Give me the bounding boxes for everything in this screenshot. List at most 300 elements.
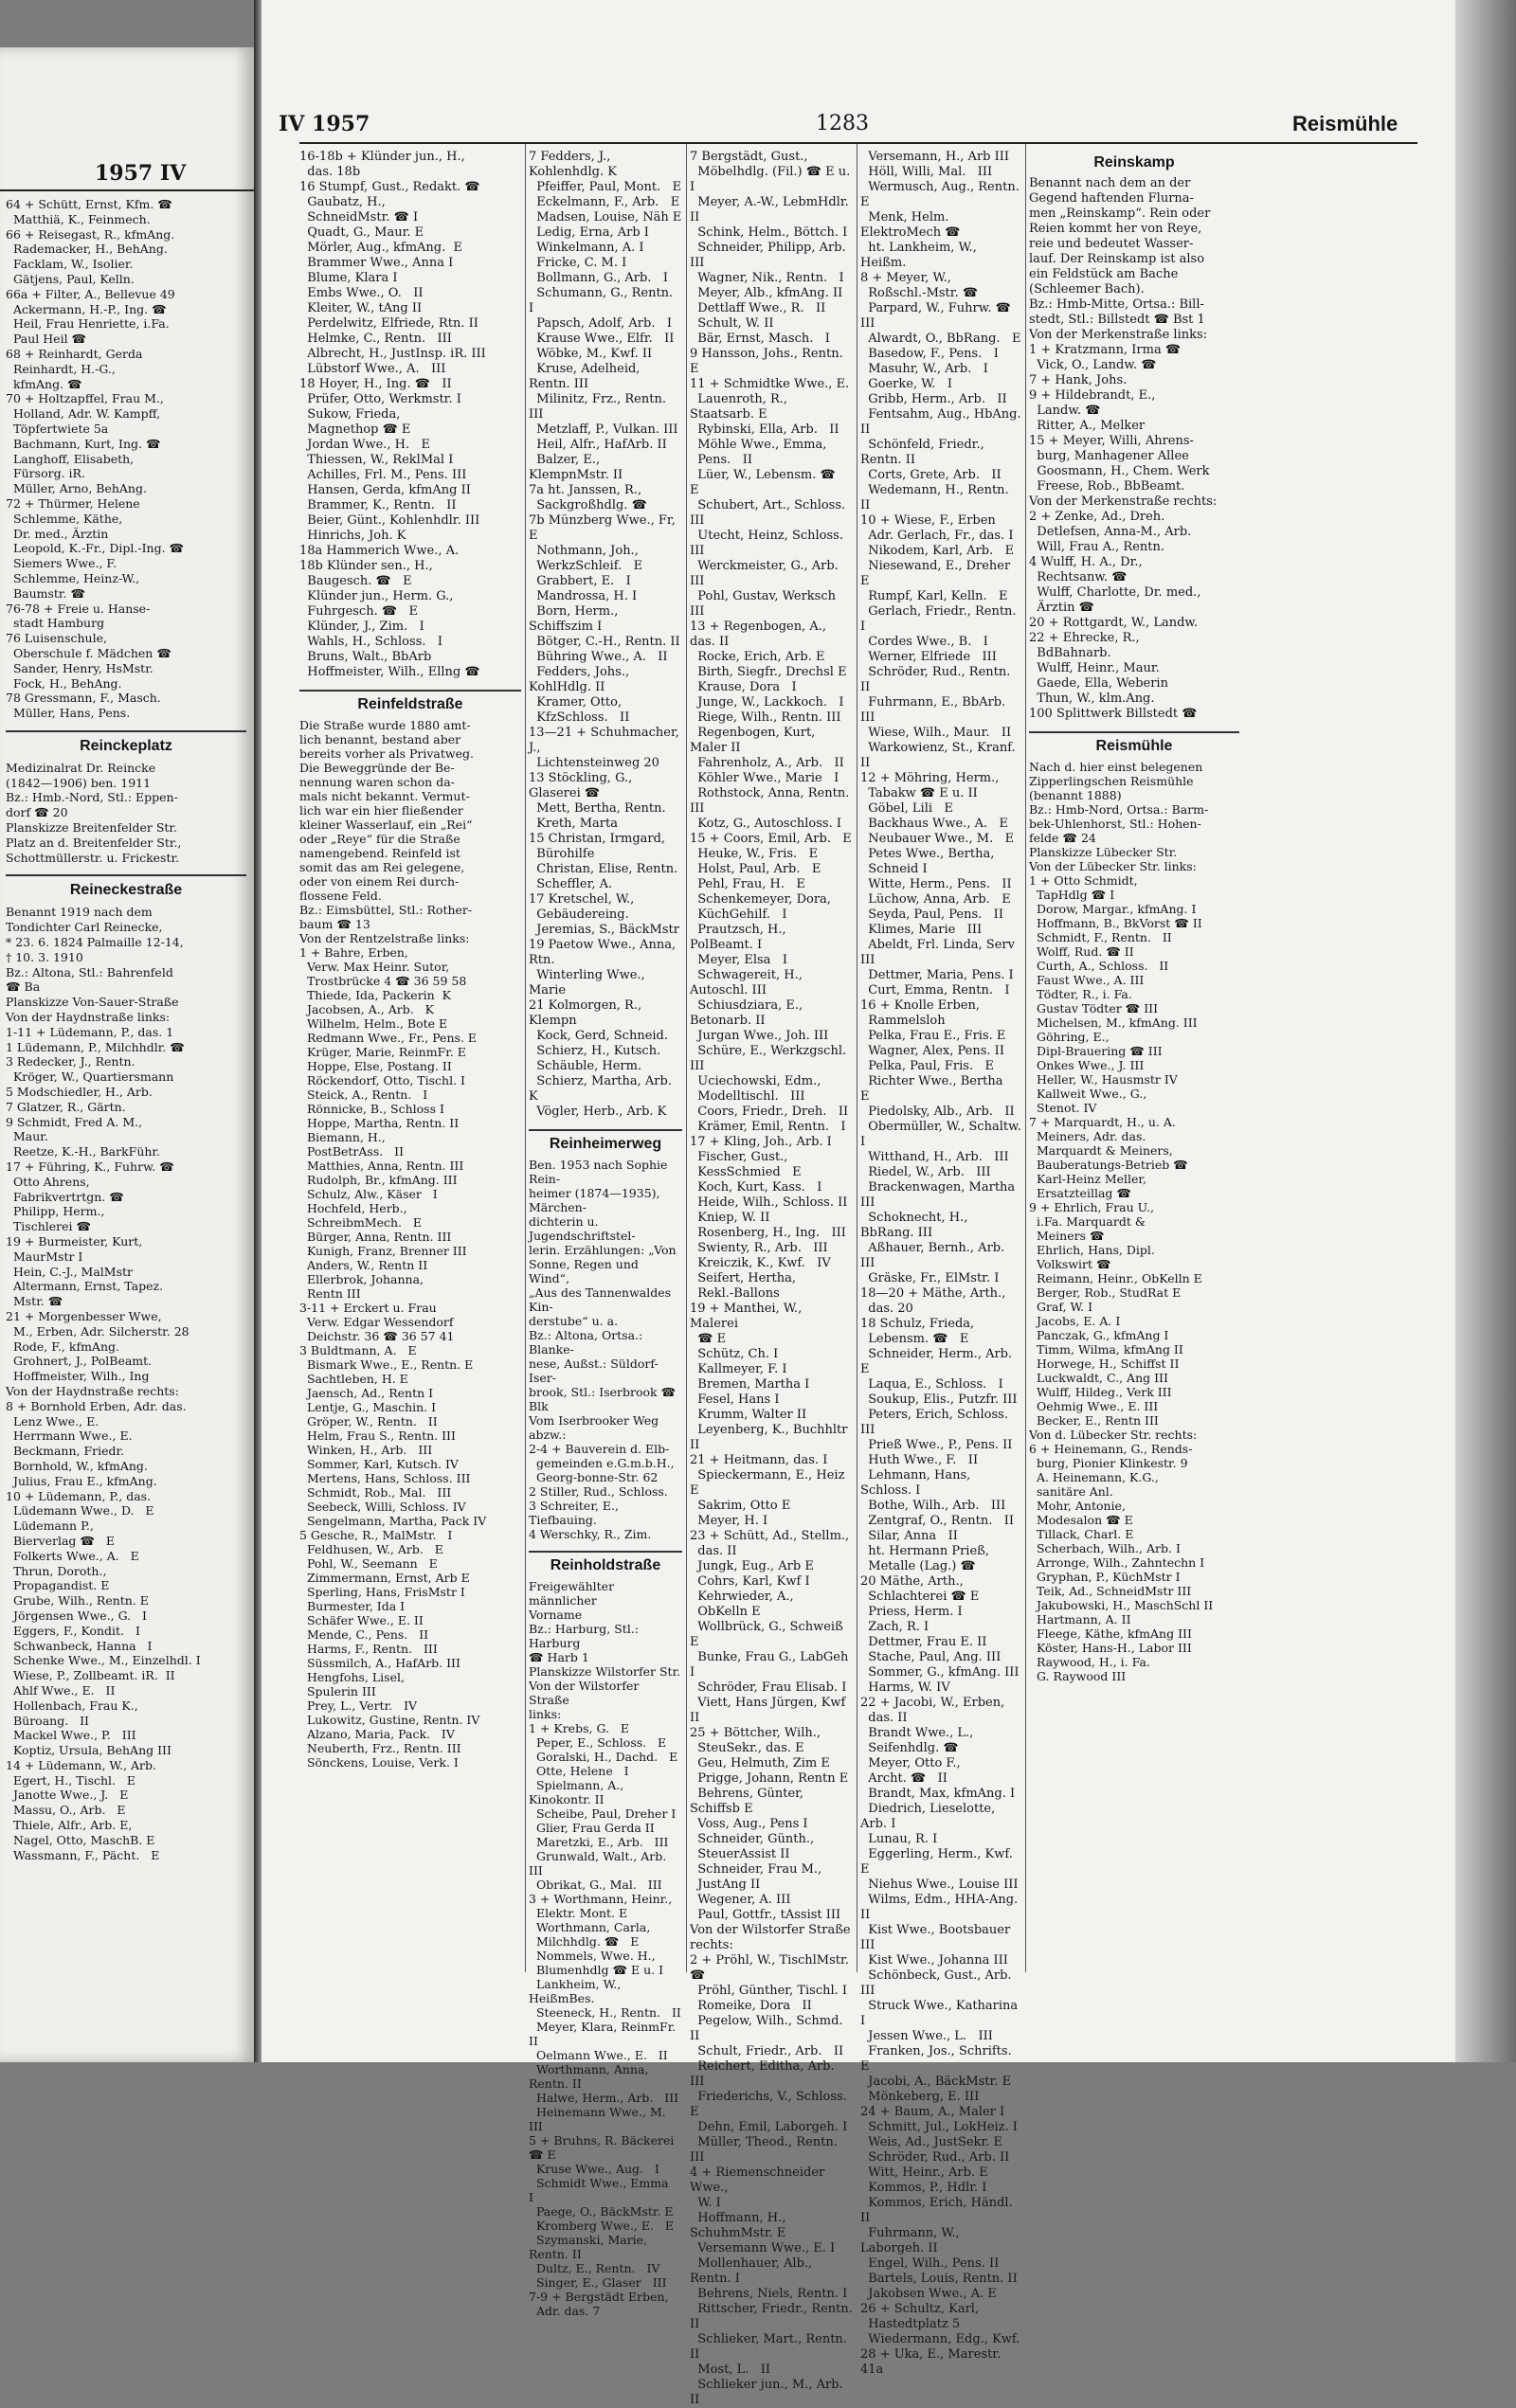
directory-entry: Krause Wwe., Elfr. II [529, 332, 675, 346]
directory-entry: Von der Haydnstraße rechts: [6, 1383, 179, 1398]
directory-entry: Pelka, Paul, Fris. E [860, 1059, 994, 1073]
directory-entry: MaurMstr I [6, 1249, 83, 1264]
page-number: 1283 [816, 112, 869, 135]
directory-entry: Schottmüllerstr. u. Frickestr. [6, 850, 180, 865]
directory-entry: Redmann Wwe., Fr., Pens. E [299, 1031, 477, 1045]
directory-entry: Birth, Siegfr., Drechsl E [690, 665, 847, 679]
directory-entry: 66 + Reisegast, R., kfmAng. [6, 226, 175, 242]
directory-entry: Schubert, Art., Schloss. III [690, 498, 850, 528]
directory-entry: Engel, Wilh., Pens. II [860, 2256, 1000, 2271]
directory-entry: Lankheim, W., HeißmBes. [529, 1977, 625, 2005]
directory-entry: burg, Manhagener Allee [1029, 449, 1189, 463]
directory-entry: Prieß Wwe., P., Pens. II [860, 1438, 1013, 1452]
header-rule [0, 189, 254, 191]
directory-entry: Warkowienz, St., Kranf. II [860, 741, 1020, 770]
directory-entry: Klünder, J., Zim. I [299, 620, 424, 634]
directory-entry: Oelmann Wwe., E. II [529, 2048, 668, 2062]
directory-entry: Kleiter, W., tAng II [299, 301, 423, 315]
directory-entry: das. II [860, 1711, 908, 1725]
directory-entry: Soukup, Elis., Putzfr. III [860, 1393, 1018, 1407]
directory-entry: Hochfeld, Herb., [299, 1201, 407, 1215]
directory-entry: rechts: [690, 1938, 733, 1952]
directory-entry: Alzano, Maria, Pack. IV [299, 1727, 455, 1741]
directory-entry: Die Straße wurde 1880 amt- [299, 718, 471, 732]
directory-entry: Baumstr. ☎ [6, 585, 86, 601]
directory-entry: 68 + Reinhardt, Gerda [6, 346, 143, 361]
directory-entry: Meiners ☎ [1029, 1229, 1105, 1243]
directory-column-3 [690, 150, 857, 2407]
directory-entry: Gaubatz, H., [299, 195, 386, 209]
directory-entry: Peters, Erich, Schloss. III [860, 1408, 1013, 1437]
directory-entry: Kröger, W., Quartiersmann [6, 1069, 174, 1085]
directory-entry: Rosenberg, H., Ing. III [690, 1226, 846, 1240]
directory-entry: Roßschl.-Mstr. ☎ [860, 286, 979, 300]
directory-entry: Rumpf, Karl, Kelln. E [860, 589, 1008, 603]
directory-entry: 5 Modschiedler, H., Arb. [6, 1085, 153, 1100]
directory-entry: Achilles, Frl. M., Pens. III [299, 468, 467, 482]
directory-entry: Benannt 1919 nach dem [6, 905, 153, 920]
directory-entry: Rekl.-Ballons [690, 1286, 780, 1301]
directory-entry: Göhring, E., [1029, 1030, 1110, 1044]
directory-entry: Trostbrücke 4 ☎ 36 59 58 [299, 974, 467, 988]
directory-entry: Sonne, Regen und Wind“, [529, 1257, 642, 1285]
directory-entry: Witthand, H., Arb. III [860, 1150, 1009, 1164]
directory-entry: Schneider, Philipp, Arb. III [690, 241, 850, 270]
directory-entry: Jessen Wwe., L. III [860, 2029, 993, 2043]
directory-entry: Von der Lübecker Str. links: [1029, 859, 1197, 873]
directory-entry: heimer (1874—1935), Märchen- [529, 1186, 664, 1214]
directory-entry: Struck Wwe., Katharina I [860, 1999, 1022, 2028]
directory-entry: Sachtleben, H. E [299, 1372, 408, 1386]
directory-entry: Marquardt & Meiners, [1029, 1143, 1173, 1158]
directory-entry: Tillack, Charl. E [1029, 1527, 1134, 1541]
directory-entry: Pehl, Frau, H. E [690, 877, 805, 891]
directory-entry: Scheffler, A. [529, 877, 613, 891]
directory-entry: 7 Glatzer, R., Gärtn. [6, 1099, 126, 1114]
directory-entry: Schult, W. II [690, 316, 774, 331]
directory-entry: Bürger, Anna, Rentn. III [299, 1230, 452, 1244]
directory-entry: Lichtensteinweg 20 [529, 756, 659, 770]
column-divider [525, 144, 526, 1972]
directory-entry: Rönnicke, B., Schloss I [299, 1102, 444, 1116]
directory-entry: 17 Kretschel, W., [529, 892, 635, 907]
directory-entry: Lentje, G., Maschin. I [299, 1400, 437, 1414]
directory-entry: Gaede, Ella, Weberin [1029, 676, 1168, 691]
directory-entry: 15 + Coors, Emil, Arb. E [690, 832, 852, 846]
directory-entry: ht. Hermann Prieß, [860, 1544, 989, 1558]
directory-entry: Hoffmann, H., SchuhmMstr. E [690, 2211, 790, 2240]
directory-entry: Obrikat, G., Mal. III [529, 1878, 662, 1892]
directory-entry: 3 + Worthmann, Heinr., [529, 1892, 673, 1906]
directory-entry: 12 + Möhring, Herm., [860, 771, 1000, 785]
directory-entry: Thun, W., klm.Ang. [1029, 692, 1155, 706]
directory-entry: Dettlaff Wwe., R. II [690, 301, 826, 315]
directory-entry: Schäfer Wwe., E. II [299, 1613, 424, 1627]
directory-entry: Swienty, R., Arb. III [690, 1241, 828, 1255]
directory-entry: Kist Wwe., Bootsbauer III [860, 1923, 1015, 1952]
directory-entry: Witt, Heinr., Arb. E [860, 2165, 988, 2180]
directory-entry: Süssmilch, A., HafArb. III [299, 1656, 460, 1670]
directory-entry: Wedemann, H., Rentn. II [860, 483, 1021, 512]
directory-entry: 2 + Zenke, Ad., Dreh. [1029, 510, 1165, 524]
section-title-reinfeldstrasse: Reinfeldstraße [299, 690, 521, 712]
directory-entry: Harms, F., Rentn. III [299, 1642, 438, 1656]
directory-entry: baum ☎ 13 [299, 917, 370, 931]
directory-entry: 5 Gesche, R., MalMstr. I [299, 1528, 453, 1542]
directory-entry: Reetze, K.-H., BarkFühr. [6, 1144, 161, 1159]
directory-entry: Schulz, Alw., Käser I [299, 1187, 438, 1201]
directory-entry: Geu, Helmuth, Zim E [690, 1756, 830, 1770]
directory-entry: * 23. 6. 1824 Palmaille 12-14, [6, 935, 184, 950]
directory-entry: Krämer, Emil, Rentn. I [690, 1120, 846, 1134]
directory-entry: Freese, Rob., BbBeamt. [1029, 479, 1185, 494]
directory-entry: Fuhrmann, W., Laborgeh. II [860, 2226, 964, 2255]
directory-entry: Romeike, Dora II [690, 1999, 812, 2013]
directory-entry: Lukowitz, Gustine, Rentn. IV [299, 1713, 480, 1727]
directory-entry: Priess, Herm. I [860, 1605, 963, 1619]
directory-entry: Wolff, Rud. ☎ II [1029, 944, 1134, 959]
directory-entry: Dultz, E., Rentn. IV [529, 2261, 660, 2275]
directory-entry: Coors, Friedr., Dreh. II [690, 1105, 849, 1119]
directory-entry: 21 + Morgenbesser Wwe, [6, 1308, 162, 1323]
directory-entry: Schneider, Günth., [690, 1832, 815, 1846]
directory-entry: Obermüller, W., Schaltw. I [860, 1120, 1025, 1149]
directory-entry: Brandt Wwe., L., [860, 1726, 974, 1740]
directory-entry: Detlefsen, Anna-M., Arb. [1029, 525, 1192, 539]
directory-entry: stedt, Stl.: Billstedt ☎ Bst 1 [1029, 313, 1205, 327]
directory-entry: flossene Feld. [299, 889, 382, 903]
directory-entry: Dr. med., Ärztin [6, 526, 109, 541]
directory-entry: Von der Rentzelstraße links: [299, 931, 470, 945]
directory-entry: men „Reinskamp“. Rein oder [1029, 207, 1211, 221]
directory-entry: Sengelmann, Martha, Pack IV [299, 1514, 487, 1528]
directory-entry: Stache, Paul, Ang. III [860, 1650, 1002, 1664]
directory-entry: 7a ht. Janssen, R., [529, 483, 642, 497]
directory-entry: Steeneck, H., Rentn. II [529, 2005, 681, 2020]
directory-entry: 72 + Thürmer, Helene [6, 495, 140, 511]
directory-entry: 8 + Bornhold Erben, Adr. das. [6, 1398, 187, 1413]
directory-entry: Müller, Arno, BehAng. [6, 481, 147, 496]
directory-entry: Folkerts Wwe., A. E [6, 1548, 139, 1563]
directory-entry: Schierz, H., Kutsch. [529, 1044, 661, 1058]
directory-entry: namengebend. Reinfeld ist [299, 846, 460, 860]
directory-entry: Schmidt, Rob., Mal. III [299, 1485, 452, 1500]
directory-entry: Schlachterei ☎ E [860, 1590, 980, 1604]
directory-entry: Archt. ☎ II [860, 1771, 948, 1786]
directory-entry: Die Beweggründe der Be- [299, 761, 455, 775]
directory-entry: Heil, Alfr., HafArb. II [529, 438, 667, 452]
directory-entry: Möbelhdlg. (Fil.) ☎ E u. I [690, 165, 855, 194]
directory-entry: Bismark Wwe., E., Rentn. E [299, 1357, 474, 1372]
section-body [529, 1158, 682, 1541]
directory-entry: Blume, Klara I [299, 271, 398, 285]
directory-entry: ☎ E [690, 1332, 727, 1346]
directory-entry: Planskizze Lübecker Str. [1029, 845, 1178, 859]
directory-entry: Schumann, G., Rentn. I [529, 286, 685, 315]
directory-entry: Bachmann, Kurt, Ing. ☎ [6, 436, 161, 451]
directory-entry: Heinemann Wwe., M. III [529, 2105, 670, 2133]
directory-entry: 25 + Böttcher, Wilh., [690, 1726, 821, 1740]
directory-entry: Schlieker jun., M., Arb. II [690, 2378, 847, 2407]
directory-entry: SchreibmMech. E [299, 1215, 423, 1230]
entry-list [1029, 176, 1239, 722]
directory-entry: Christan, Elise, Rentn. [529, 862, 678, 876]
directory-entry: Schiusdziara, E., Betonarb. II [690, 998, 807, 1028]
directory-entry: Wiedermann, Edg., Kwf. [860, 2332, 1020, 2346]
directory-entry: Reinhardt, H.-G., [6, 361, 116, 376]
directory-entry: 10 + Wiese, F., Erben [860, 513, 996, 528]
directory-entry: Lübstorf Wwe., A. III [299, 362, 446, 376]
directory-entry: Mertens, Hans, Schloss. III [299, 1471, 471, 1485]
directory-entry: Bz.: Hmb-Mitte, Ortsa.: Bill- [1029, 297, 1204, 312]
directory-entry: Petes Wwe., Bertha, [860, 847, 995, 861]
directory-entry: Kunigh, Franz, Brenner III [299, 1244, 467, 1258]
directory-entry: 2-4 + Bauverein d. Elb- [529, 1442, 670, 1456]
directory-entry: Backhaus Wwe., A. E [860, 817, 1009, 831]
directory-entry: Bruns, Walt., BbArb [299, 650, 432, 664]
directory-entry: Meyer, Otto F., [860, 1756, 961, 1770]
directory-entry: Maur. [6, 1129, 48, 1144]
directory-entry: Winterling Wwe., Marie [529, 968, 649, 997]
directory-entry: Schenke Wwe., M., Einzelhdl. I [6, 1653, 201, 1668]
directory-entry: Bunke, Frau G., LabGeh I [690, 1650, 853, 1680]
directory-entry: Horwege, H., Schiffst II [1029, 1357, 1180, 1371]
directory-entry: Kreth, Marta [529, 817, 618, 831]
directory-entry: Verw. Edgar Wessendorf [299, 1315, 454, 1329]
directory-entry: Müller, Theod., Rentn. III [690, 2135, 842, 2165]
directory-entry: Mandrossa, H. I [529, 589, 638, 603]
directory-entry: Goerke, W. I [860, 377, 952, 391]
directory-entry: Hoffmeister, Wilh., Ellng ☎ [299, 665, 480, 679]
directory-entry: Schoknecht, H., BbRang. III [860, 1211, 972, 1240]
directory-entry: Neubauer Wwe., M. E [860, 832, 1015, 846]
directory-entry: Meyer, Elsa I [690, 953, 787, 967]
directory-entry: Gustav Tödter ☎ III [1029, 1001, 1159, 1015]
directory-entry: Halwe, Herm., Arb. III [529, 2091, 679, 2105]
directory-entry: Niehus Wwe., Louise III [860, 1878, 1019, 1892]
directory-entry: Worthmann, Carla, [529, 1920, 651, 1934]
directory-entry: Fesel, Hans I [690, 1393, 780, 1407]
directory-entry: Meyer, H. I [690, 1514, 768, 1528]
directory-entry: 13—21 + Schuhmacher, J., [529, 726, 684, 755]
directory-entry: Hoffmeister, Wilh., Ing [6, 1369, 150, 1384]
directory-entry: Rechtsanw. ☎ [1029, 570, 1128, 584]
directory-entry: Ackermann, H.-P., Ing. ☎ [6, 301, 167, 316]
directory-entry: Singer, E., Glaser III [529, 2275, 667, 2290]
directory-entry: 17 + Kling, Joh., Arb. I [690, 1135, 832, 1149]
directory-entry: kfmAng. ☎ [6, 376, 82, 391]
directory-entry: Volkswirt ☎ [1029, 1257, 1111, 1271]
directory-entry: Kotz, G., Autoschloss. I [690, 817, 841, 831]
directory-entry: Schink, Helm., Böttch. I [690, 225, 848, 240]
directory-entry: Spulerin III [299, 1684, 376, 1698]
directory-entry: Maretzki, E., Arb. III [529, 1835, 669, 1849]
directory-entry: Jurgan Wwe., Joh. III [690, 1029, 829, 1043]
directory-entry: Worthmann, Anna, Rentn. II [529, 2062, 653, 2091]
directory-entry: Heller, W., Hausmstr IV [1029, 1072, 1178, 1087]
directory-entry: stadt Hamburg [6, 616, 105, 631]
directory-entry: Janotte Wwe., J. E [6, 1788, 129, 1803]
directory-entry: Scherbach, Wilh., Arb. I [1029, 1541, 1181, 1555]
directory-entry: Werckmeister, G., Arb. III [690, 559, 842, 588]
directory-entry: Curt, Emma, Rentn. I [860, 983, 1010, 997]
directory-entry: Huth Wwe., F. II [860, 1453, 979, 1467]
directory-entry: Schröder, Rud., Rentn. II [860, 665, 1015, 694]
directory-entry: 9 + Ehrlich, Frau U., [1029, 1200, 1154, 1214]
directory-entry: 76-78 + Freie u. Hanse- [6, 601, 151, 616]
directory-entry: ☎ Harb 1 [529, 1650, 589, 1664]
directory-entry: Koch, Kurt, Kass. I [690, 1180, 822, 1195]
directory-entry: Friederichs, V., Schloss. E [690, 2090, 851, 2119]
directory-entry: Schüre, E., Werkzgschl. III [690, 1044, 851, 1073]
directory-entry: Panczak, G., kfmAng I [1029, 1328, 1169, 1342]
directory-entry: 4 + Riemenschneider Wwe., [690, 2165, 829, 2195]
directory-entry: Burmester, Ida I [299, 1599, 406, 1613]
directory-entry: Bz.: Altona, Ortsa.: Blanke- [529, 1328, 647, 1357]
directory-entry: lauf. Der Reinskamp ist also [1029, 252, 1205, 266]
directory-entry: Perdelwitz, Elfriede, Rtn. II [299, 316, 478, 331]
directory-entry: 11 + Schmidtke Wwe., E. [690, 377, 850, 391]
directory-entry: lich benannt, bestand aber [299, 732, 461, 746]
directory-entry: Prüfer, Otto, Werkmstr. I [299, 392, 461, 406]
directory-entry: oder „Reye“ für die Straße [299, 832, 460, 846]
directory-entry: Bürohilfe [529, 847, 595, 861]
directory-entry: Grohnert, J., PolBeamt. [6, 1354, 153, 1369]
directory-entry: Wermusch, Aug., Rentn. E [860, 180, 1023, 209]
directory-entry: Rentn III [299, 1286, 361, 1301]
directory-entry: Alwardt, O., BbRang. E [860, 332, 1021, 346]
directory-entry: 22 + Ehrecke, R., [1029, 631, 1140, 645]
directory-entry: Jordan Wwe., H. E [299, 438, 431, 452]
directory-entry: 16 Stumpf, Gust., Redakt. ☎ [299, 180, 480, 194]
directory-entry: Fricke, C. M. I [529, 256, 627, 270]
column-divider [1025, 144, 1026, 1972]
directory-entry: 13 Stöckling, G., Glaserei ☎ [529, 771, 637, 800]
directory-entry: Höll, Willi, Mal. III [860, 165, 993, 179]
directory-entry: Fahrenholz, A., Arb. II [690, 756, 844, 770]
directory-entry: Balzer, E., KlempnMstr. II [529, 453, 623, 482]
directory-entry: Pröhl, Günther, Tischl. I [690, 1984, 848, 1998]
directory-entry: Schmidt, F., Rentn. II [1029, 930, 1172, 944]
book-gutter [254, 0, 262, 2062]
directory-entry: Adr. das. 7 [529, 2304, 601, 2318]
directory-entry: Koptiz, Ursula, BehAng III [6, 1743, 171, 1758]
directory-entry: Thiele, Alfr., Arb. E, [6, 1818, 133, 1833]
directory-entry: Winken, H., Arb. III [299, 1443, 433, 1457]
directory-entry: Schlieker, Mart., Rentn. II [690, 2332, 852, 2362]
directory-entry: Bz.: Hmb.-Nord, Stl.: Eppen- [6, 790, 178, 805]
directory-entry: Hoppe, Martha, Rentn. II [299, 1116, 460, 1130]
directory-entry: Siemers Wwe., F. [6, 556, 117, 571]
entry-list [690, 892, 857, 2408]
directory-entry: 7 + Marquardt, H., u. A. [1029, 1115, 1176, 1129]
directory-entry: Schönfeld, Friedr., Rentn. II [860, 438, 988, 467]
directory-entry: Biemann, H., [299, 1130, 386, 1144]
directory-entry: Kniep, W. II [690, 1211, 770, 1225]
section-body [6, 761, 246, 866]
header-rule [299, 142, 1417, 144]
directory-entry: Modesalon ☎ E [1029, 1513, 1133, 1527]
directory-entry: Altermann, Ernst, Tapez. [6, 1279, 164, 1294]
directory-entry: Platz an d. Breitenfelder Str., [6, 835, 182, 850]
entry-list [299, 150, 521, 680]
directory-entry: Holst, Paul, Arb. E [690, 862, 821, 876]
directory-entry: Voss, Aug., Pens I [690, 1817, 808, 1831]
directory-entry: Metalle (Lag.) ☎ [860, 1559, 976, 1573]
directory-entry: 5 + Bruhns, R. Bäckerei ☎ E [529, 2133, 678, 2162]
directory-entry: 18 Hoyer, H., Ing. ☎ II [299, 377, 452, 391]
directory-entry: Georg-bonne-Str. 62 [529, 1470, 659, 1484]
directory-entry: Schlemme, Heinz-W., [6, 570, 140, 585]
directory-entry: Fischer, Gust., [690, 1150, 788, 1164]
directory-entry: Berger, Rob., StudRat E [1029, 1285, 1182, 1300]
directory-entry: 23 + Schütt, Ad., Stellm., [690, 1529, 850, 1543]
directory-entry: 2 + Pröhl, W., TischlMstr. ☎ [690, 1953, 854, 1983]
directory-entry: 2 Stiller, Rud., Schloss. [529, 1484, 668, 1499]
directory-entry: Matthiä, K., Feinmech. [6, 211, 151, 226]
directory-entry: Riege, Wilh., Rentn. III [690, 710, 841, 725]
directory-entry: das. II [690, 1544, 737, 1558]
directory-entry: W. I [690, 2196, 721, 2210]
directory-entry: das. 20 [860, 1302, 913, 1316]
directory-entry: Sönckens, Louise, Verk. I [299, 1755, 459, 1770]
directory-entry: Jacobi, A., BäckMstr. E [860, 2075, 1012, 2089]
directory-entry: Ritter, A., Melker [1029, 419, 1146, 433]
directory-entry: 15 Christan, Irmgard, [529, 832, 666, 846]
directory-entry: Kreiczik, K., Kwf. IV [690, 1256, 831, 1270]
directory-entry: Steick, A., Rentn. I [299, 1087, 428, 1102]
directory-entry: Corts, Grete, Arb. II [860, 468, 1002, 482]
directory-entry: Bothe, Wilh., Arb. III [860, 1499, 1006, 1513]
section-title-reinholdstrasse: Reinholdstraße [529, 1551, 682, 1573]
directory-entry: Brandt, Max, kfmAng. I [860, 1787, 1016, 1801]
directory-entry: dorf ☎ 20 [6, 805, 68, 820]
directory-entry: Wassmann, F., Pächt. E [6, 1847, 160, 1862]
directory-entry: Lenz Wwe., E. [6, 1413, 99, 1429]
directory-entry: 1 Lüdemann, P., Milchhdlr. ☎ [6, 1039, 185, 1054]
directory-entry: Jeremias, S., BäckMstr [529, 923, 679, 937]
directory-entry: Lüdemann Wwe., D. E [6, 1503, 154, 1518]
directory-entry: Dorow, Margar., kfmAng. I [1029, 902, 1197, 916]
directory-column-1 [299, 150, 521, 2034]
directory-entry: 18b Klünder sen., H., [299, 559, 433, 573]
directory-entry: Meiners, Adr. das. [1029, 1129, 1146, 1143]
directory-entry: Köhler Wwe., Marie I [690, 771, 839, 785]
directory-entry: Behrens, Günter, Schiffsb E [690, 1787, 808, 1816]
directory-entry: Heil, Frau Henriette, i.Fa. [6, 316, 170, 332]
directory-entry: Fock, H., BehAng. [6, 675, 122, 691]
directory-entry: 100 Splittwerk Billstedt ☎ [1029, 707, 1198, 721]
directory-entry: Kruse, Adelheid, Rentn. III [529, 362, 644, 391]
directory-entry: ☎ Ba [6, 979, 41, 995]
directory-entry: Lebensm. ☎ E [860, 1332, 969, 1346]
section-title-reismuehle: Reismühle [1029, 731, 1239, 754]
book-edge [1455, 0, 1516, 2062]
section-title-reineckestrasse: Reineckestraße [6, 874, 246, 899]
directory-entry: Spielmann, A., Kinokontr. II [529, 1778, 628, 1806]
directory-entry: Propagandist. E [6, 1578, 110, 1593]
directory-entry: Dipl-Brauering ☎ III [1029, 1044, 1163, 1058]
directory-entry: Matthies, Anna, Rentn. III [299, 1159, 464, 1173]
directory-entry: Sander, Henry, HsMstr. [6, 660, 153, 675]
section-title-reinskamp: Reinskamp [1093, 154, 1175, 171]
directory-entry: Reimann, Heinr., ObKelln E [1029, 1271, 1202, 1285]
directory-entry: Glier, Frau Gerda II [529, 1821, 655, 1835]
directory-entry: 8 + Meyer, W., [860, 271, 951, 285]
directory-entry: Schult, Friedr., Arb. II [690, 2044, 844, 2058]
directory-entry: Fabrikvertrtgn. ☎ [6, 1189, 124, 1204]
directory-entry: Rudolph, Br., kfmAng. III [299, 1173, 458, 1187]
